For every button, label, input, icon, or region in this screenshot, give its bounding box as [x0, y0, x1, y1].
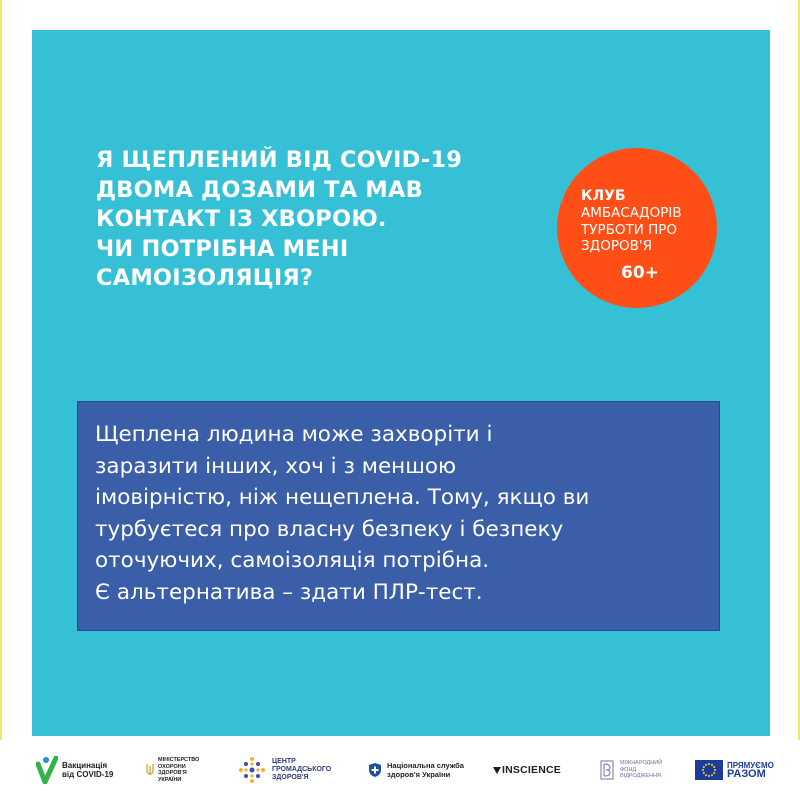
shield-cross-icon: [368, 762, 382, 778]
public-health-line: ГРОМАДСЬКОГО: [272, 766, 332, 773]
question-line: ДВОМА ДОЗАМИ ТА МАВ: [96, 176, 423, 203]
eu-line: ПРЯМУЄМО: [727, 761, 774, 770]
ministry-logo: [146, 740, 199, 800]
renaissance-mark-icon: [600, 760, 614, 780]
health-service-logo: [368, 740, 464, 800]
ukraine-trident-icon: [146, 763, 154, 777]
vaccination-logo: [36, 740, 113, 800]
vaccination-line: Вакцинація: [62, 761, 108, 770]
answer-text: [95, 419, 715, 608]
answer-line: турбуєтеся про власну безпеку і безпеку: [95, 516, 564, 542]
eu-logo: [695, 740, 774, 800]
public-health-line: ЗДОРОВ'Я: [272, 774, 309, 781]
public-health-line: ЦЕНТР: [272, 758, 296, 765]
answer-line: Є альтернатива – здати ПЛР-тест.: [95, 579, 483, 605]
renaissance-line: МІЖНАРОДНИЙ: [620, 760, 663, 767]
answer-line: заразити інших, хоч і з меншою: [95, 453, 457, 479]
club-line: АМБАСАДОРІВ: [581, 205, 682, 221]
renaissance-foundation-logo: [600, 740, 662, 800]
eu-flag-icon: [695, 760, 723, 780]
inscience-logo: [492, 740, 561, 800]
inscience-label: INSCIENCE: [502, 764, 561, 776]
club-subtitle: [581, 205, 682, 255]
answer-line: імовірністю, ніж нещеплена. Тому, якщо ви: [95, 485, 590, 510]
health-service-line: Національна служба: [387, 761, 464, 770]
club-badge: [557, 148, 717, 308]
question-heading: [96, 146, 516, 294]
health-service-line: здоров'я України: [387, 770, 451, 779]
question-line: ЧИ ПОТРІБНА МЕНІ: [96, 235, 349, 262]
club-age: 60+: [621, 263, 659, 283]
club-title: КЛУБ: [581, 188, 626, 204]
club-line: ТУРБОТИ ПРО: [581, 221, 678, 238]
v-check-icon: [36, 756, 58, 784]
renaissance-line: ВІДРОДЖЕННЯ: [620, 773, 662, 780]
club-line: ЗДОРОВ'Я: [581, 238, 652, 254]
inscience-mark-icon: [492, 765, 502, 775]
ministry-line: ЗДОРОВ'Я: [158, 770, 187, 776]
public-health-center-logo: [238, 740, 331, 800]
answer-line: Щеплена людина може захворіти і: [95, 422, 493, 447]
partner-logos-footer: [0, 740, 800, 800]
frame-edge-left: [0, 0, 2, 740]
question-line: КОНТАКТ ІЗ ХВОРОЮ.: [96, 206, 387, 232]
eu-line: РАЗОМ: [727, 768, 766, 780]
question-line: САМОІЗОЛЯЦІЯ?: [96, 265, 314, 291]
dots-cross-icon: [238, 756, 266, 784]
answer-line: оточуючих, самоізоляція потрібна.: [95, 548, 490, 573]
ministry-line: МІНІСТЕРСТВО: [158, 757, 200, 763]
ministry-line: УКРАЇНИ: [158, 776, 182, 783]
vaccination-line: від COVID-19: [62, 770, 114, 779]
renaissance-line: ФОНД: [620, 766, 637, 773]
ministry-line: ОХОРОНИ: [158, 763, 186, 770]
question-line: Я ЩЕПЛЕНИЙ ВІД COVID-19: [96, 147, 463, 173]
